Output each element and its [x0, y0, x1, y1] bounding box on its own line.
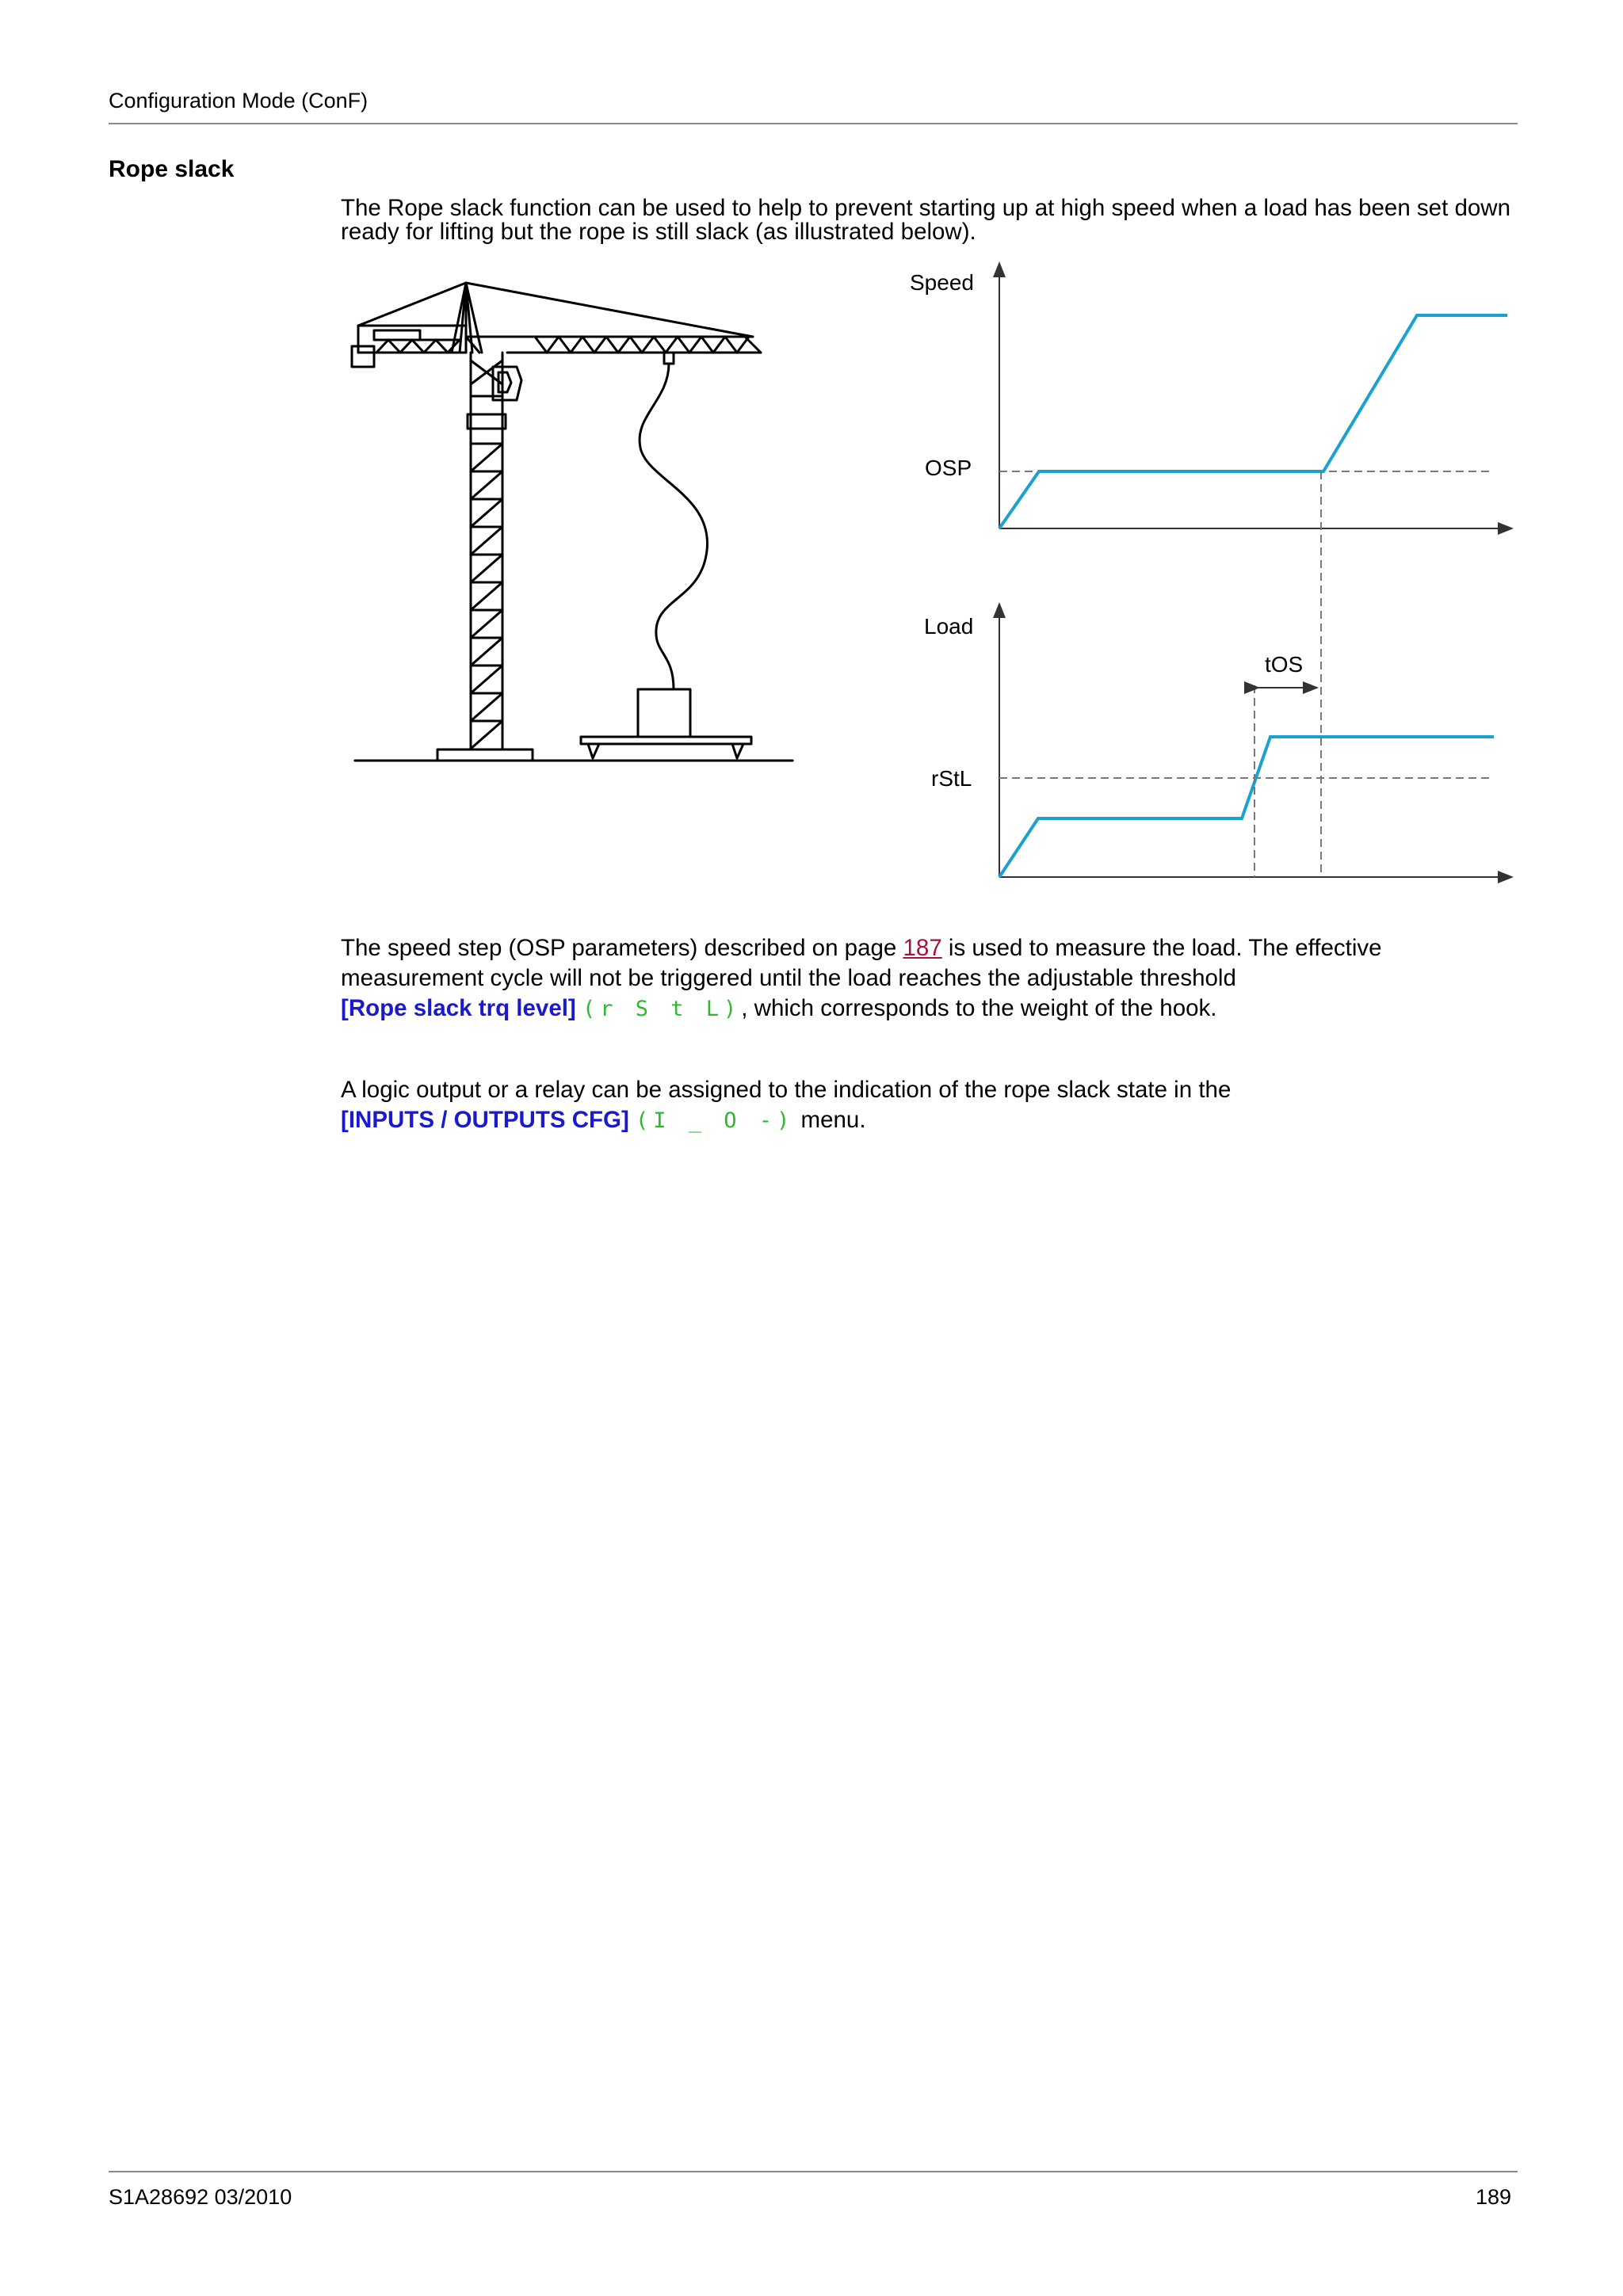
- speed-step-paragraph: [341, 933, 1514, 1024]
- page-number: 189: [1476, 2185, 1512, 2209]
- header-rule: [109, 123, 1518, 124]
- crane-illustration: [341, 273, 800, 772]
- load-curve: [999, 737, 1494, 877]
- rope-slack-timing-chart: [896, 261, 1529, 895]
- section-title: Rope slack: [109, 156, 235, 182]
- load-label: Load: [924, 614, 974, 639]
- para3-suffix: menu.: [794, 1107, 866, 1133]
- tos-label: tOS: [1265, 652, 1304, 677]
- intro-paragraph: The Rope slack function can be used to help to prevent starting up at high speed when a load has been set down ready for lifting but the rope is still slack (as illustrated below).: [341, 195, 1510, 245]
- para3-prefix: A logic output or a relay can be assigned to the indication of the rope slack state in the: [341, 1077, 1232, 1103]
- osp-label: OSP: [925, 456, 972, 480]
- io-code: (I _ O -): [636, 1108, 795, 1133]
- para2-suffix: , which corresponds to the weight of the hook.: [741, 995, 1217, 1021]
- page-187-link[interactable]: 187: [903, 935, 942, 961]
- footer-rule: [109, 2171, 1518, 2172]
- speed-curve: [999, 315, 1507, 528]
- rstl-code: (r S t L): [582, 997, 742, 1021]
- running-header: Configuration Mode (ConF): [109, 89, 369, 113]
- doc-reference: S1A28692 03/2010: [109, 2185, 292, 2209]
- rstl-label: rStL: [931, 766, 972, 791]
- para2-prefix: The speed step (OSP parameters) described on page: [341, 935, 903, 961]
- speed-label: Speed: [910, 270, 974, 295]
- para2-mid: is used to measure the load. The effective measurement cycle will not be triggered until the load reaches the adjustable threshold: [341, 935, 1382, 991]
- inputs-outputs-cfg-menu: [INPUTS / OUTPUTS CFG]: [341, 1107, 629, 1133]
- logic-output-paragraph: [341, 1075, 1514, 1136]
- rope-slack-trq-level-param: [Rope slack trq level]: [341, 995, 576, 1021]
